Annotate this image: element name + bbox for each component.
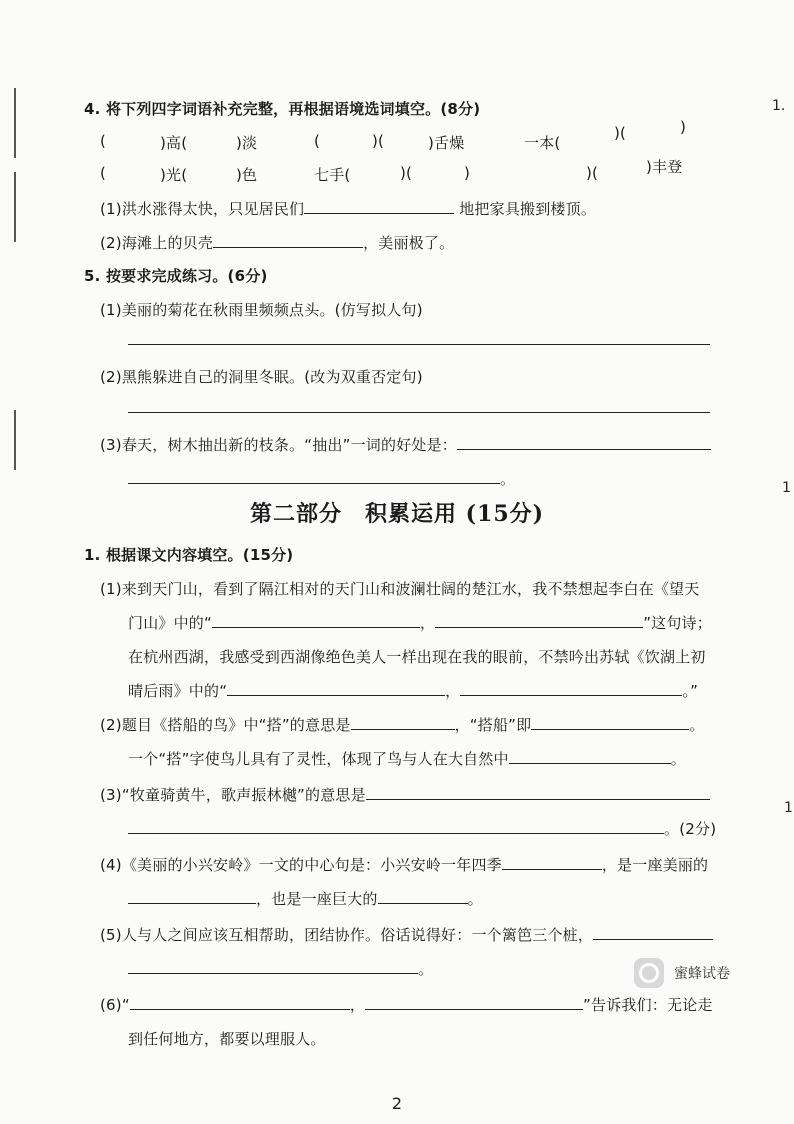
answer-blank[interactable]: [435, 613, 643, 628]
part2-item-2-line-1: (2)题目《搭船的鸟》中“搭”的意思是 ，“搭船”即 。: [100, 716, 705, 734]
answer-blank[interactable]: [227, 681, 445, 696]
question-4-title: 4. 将下列四字词语补充完整，再根据语境选词填空。(8分): [84, 100, 481, 118]
answer-blank[interactable]: [212, 613, 420, 628]
part2-item-2-line-2: 一个“搭”字使鸟儿具有了灵性，体现了鸟与人在大自然中 。: [128, 750, 686, 768]
answer-line[interactable]: [128, 412, 710, 413]
q4-sentence-1: (1)洪水涨得太快，只见居民们 地把家具搬到楼顶。: [100, 200, 597, 218]
answer-blank[interactable]: [366, 785, 710, 800]
answer-blank[interactable]: [351, 715, 455, 730]
q4-sentence-2: (2)海滩上的贝壳 ，美丽极了。: [100, 234, 455, 252]
watermark: [634, 958, 730, 988]
part2-item-4-line-1: (4)《美丽的小兴安岭》一文的中心句是：小兴安岭一年四季 ，是一座美丽的: [100, 856, 709, 874]
q5-item-2: (2)黑熊躲进自己的洞里冬眠。(改为双重否定句): [100, 368, 423, 386]
answer-line[interactable]: [128, 344, 710, 345]
answer-blank[interactable]: [304, 199, 454, 214]
binding-mark: [14, 410, 16, 470]
margin-number: 1: [782, 480, 791, 496]
part2-question-1-title: 1. 根据课文内容填空。(15分): [84, 546, 294, 564]
answer-blank[interactable]: [213, 233, 363, 248]
part2-item-3-line-1: (3)“牧童骑黄牛，歌声振林樾”的意思是: [100, 784, 710, 805]
answer-blank[interactable]: [378, 889, 468, 904]
answer-blank[interactable]: [457, 435, 711, 450]
binding-mark: [14, 88, 16, 158]
answer-blank[interactable]: [460, 681, 682, 696]
margin-number: 1.: [772, 98, 786, 114]
answer-blank[interactable]: [130, 995, 350, 1010]
answer-blank[interactable]: [365, 995, 583, 1010]
part2-item-1-line-3: 在杭州西湖，我感受到西湖像绝色美人一样出现在我的眼前，不禁吟出苏轼《饮湖上初: [128, 648, 706, 666]
part2-item-6-line-1: (6)“ ， ”告诉我们：无论走: [100, 996, 713, 1014]
answer-blank[interactable]: [128, 819, 664, 834]
part2-item-1-line-1: (1)来到天门山，看到了隔江相对的天门山和波澜壮阔的楚江水，我不禁想起李白在《望天: [100, 580, 700, 598]
answer-blank[interactable]: [128, 959, 418, 974]
answer-blank[interactable]: [531, 715, 689, 730]
part2-item-6-line-2: 到任何地方，都要以理服人。: [128, 1030, 326, 1048]
part2-item-5-line-1: (5)人与人之间应该互相帮助，团结协作。俗话说得好：一个篱笆三个桩，: [100, 924, 713, 945]
part2-item-3-line-2: 。(2分): [128, 818, 716, 839]
question-5-title: 5. 按要求完成练习。(6分): [84, 267, 268, 285]
watermark-text: 蜜蜂试卷: [674, 966, 730, 982]
answer-blank[interactable]: [128, 889, 256, 904]
part2-item-5-line-2: 。: [128, 958, 433, 979]
part2-item-1-line-2: 门山》中的“ ， ”这句诗；: [128, 614, 712, 632]
part2-item-1-line-4: 晴后雨》中的“ ， 。”: [128, 682, 699, 700]
q5-item-3-cont: 。: [128, 468, 515, 489]
section-heading: 第二部分 积累运用 (15分): [249, 501, 545, 527]
margin-number: 1: [784, 800, 793, 816]
q5-item-1: (1)美丽的菊花在秋雨里频频点头。(仿写拟人句): [100, 301, 423, 319]
part2-item-4-line-2: ，也是一座巨大的 。: [128, 888, 483, 909]
answer-blank[interactable]: [128, 469, 500, 484]
page-number: 2: [391, 1094, 403, 1113]
answer-blank[interactable]: [502, 855, 602, 870]
answer-blank[interactable]: [509, 749, 671, 764]
answer-blank[interactable]: [593, 925, 713, 940]
bee-logo-icon: [634, 958, 664, 988]
q5-item-3: (3)春天，树木抽出新的枝条。“抽出”一词的好处是：: [100, 434, 711, 455]
binding-mark: [14, 172, 16, 242]
